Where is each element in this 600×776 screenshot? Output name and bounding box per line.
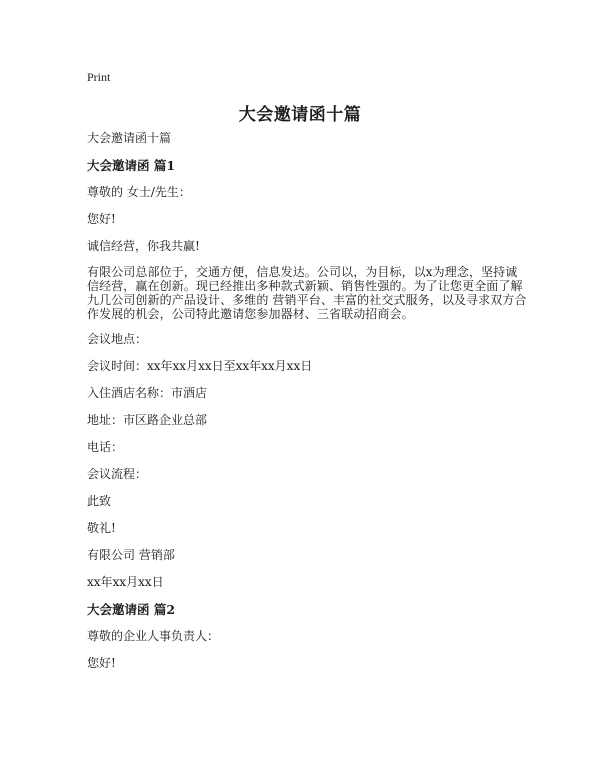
document-subtitle: 大会邀请函十篇 xyxy=(87,131,172,145)
meeting-location: 会议地点： xyxy=(87,332,148,346)
meeting-time: 会议时间：xx年xx月xx日至xx年xx月xx日 xyxy=(87,359,313,373)
document-content xyxy=(87,130,527,682)
section-heading-2: 大会邀请函 篇2 xyxy=(87,602,176,617)
salutation-2: 尊敬的企业人事负责人： xyxy=(87,629,220,643)
signature-department: 有限公司 营销部 xyxy=(87,548,175,562)
page-title: 大会邀请函十篇 xyxy=(238,105,362,125)
section-heading-1: 大会邀请函 篇1 xyxy=(87,158,176,173)
address: 地址：市区路企业总部 xyxy=(87,413,208,427)
print-link[interactable]: Print xyxy=(87,70,111,84)
hotel-name: 入住酒店名称：市酒店 xyxy=(87,386,208,400)
invitation-body: 有限公司总部位于，交通方便，信息发达。公司以，为目标，以x为理念，坚持诚信经营，赢在创新。现已经推出多种款式新颖、销售性强的。为了让您更全面了解九几公司创新的产品设计、多维的 营销平台、丰富的社交式服务，以及寻求双方合作发展的机会，公司特此邀请您参加器材、三省联动招商会。 xyxy=(87,265,527,321)
phone: 电话： xyxy=(87,440,124,454)
closing-1: 此致 xyxy=(87,494,112,508)
slogan: 诚信经营，你我共赢! xyxy=(87,239,200,253)
greeting: 您好! xyxy=(87,212,116,226)
salutation: 尊敬的 女士/先生： xyxy=(87,185,191,199)
closing-2: 敬礼! xyxy=(87,521,116,535)
meeting-agenda: 会议流程： xyxy=(87,467,148,481)
greeting-2: 您好! xyxy=(87,656,116,670)
signature-date: xx年xx月xx日 xyxy=(87,575,164,589)
